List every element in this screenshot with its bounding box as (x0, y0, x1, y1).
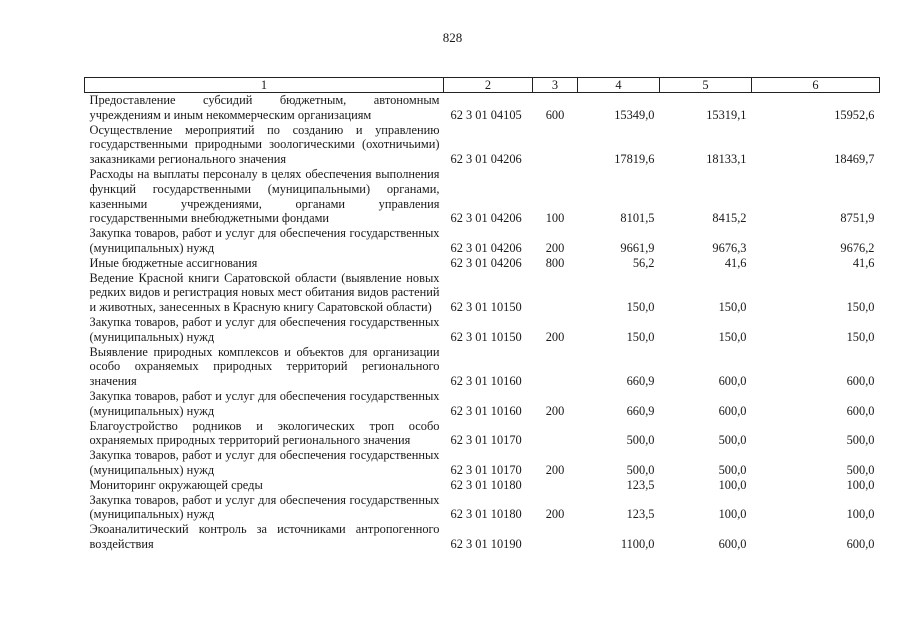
budget-table (84, 77, 880, 552)
row-value-col6: 8751,9 (840, 211, 875, 226)
table-row (85, 256, 880, 271)
row-name: Расходы на выплаты персоналу в целях обеспечения выполнения функций государственными (муниципальными) органами, казенными учреждениями, органами управления государственными внебюджетными фондами (89, 166, 440, 226)
table-row (85, 226, 880, 256)
row-target-code: 62 3 01 04206 (450, 152, 522, 167)
row-target-code: 62 3 01 10150 (450, 329, 522, 344)
row-expense-type: 800 (545, 255, 565, 270)
row-value-col5: 600,0 (718, 403, 747, 418)
row-name: Экоаналитический контроль за источниками антропогенного воздействия (89, 522, 440, 551)
column-header: 5 (660, 78, 752, 93)
row-expense-type: 200 (545, 403, 565, 418)
row-name: Мониторинг окружающей среды (89, 477, 263, 492)
row-name: Закупка товаров, работ и услуг для обеспечения государственных (муниципальных) нужд (89, 492, 440, 522)
row-value-col5: 150,0 (718, 300, 747, 315)
row-expense-type: 200 (545, 240, 565, 255)
row-expense-type (533, 123, 578, 167)
row-value-col6: 150,0 (846, 300, 875, 315)
table-row (85, 493, 880, 523)
row-value-col4: 15349,0 (614, 107, 655, 122)
column-header: 3 (533, 78, 578, 93)
row-value-col6: 600,0 (846, 536, 875, 551)
row-value-col5: 100,0 (718, 477, 747, 492)
column-header: 1 (85, 78, 444, 93)
table-row (85, 478, 880, 493)
row-value-col4: 56,2 (632, 255, 655, 270)
row-name: Закупка товаров, работ и услуг для обеспечения государственных (муниципальных) нужд (89, 448, 440, 477)
row-expense-type: 200 (545, 507, 565, 522)
table-row (85, 93, 880, 123)
table-header-row (85, 78, 880, 93)
row-expense-type: 200 (545, 329, 565, 344)
row-name: Закупка товаров, работ и услуг для обеспечения государственных (муниципальных) нужд (89, 314, 440, 344)
table-row (85, 123, 880, 167)
row-value-col6: 100,0 (846, 507, 875, 522)
table-row (85, 522, 880, 552)
column-header: 6 (752, 78, 880, 93)
row-target-code: 62 3 01 10160 (450, 403, 522, 418)
row-name: Выявление природных комплексов и объектов для организации особо охраняемых природных территорий регионального значения (89, 344, 440, 389)
row-expense-type: 600 (545, 107, 565, 122)
row-value-col5: 9676,3 (712, 240, 747, 255)
row-value-col4: 17819,6 (614, 152, 655, 167)
row-name: Закупка товаров, работ и услуг для обеспечения государственных (муниципальных) нужд (89, 388, 440, 418)
row-value-col5: 150,0 (718, 329, 747, 344)
row-name: Иные бюджетные ассигнования (89, 255, 258, 270)
row-value-col6: 18469,7 (834, 152, 875, 167)
row-target-code: 62 3 01 10150 (450, 300, 522, 315)
row-target-code: 62 3 01 10180 (450, 477, 522, 492)
row-value-col5: 500,0 (718, 433, 747, 448)
row-name: Благоустройство родников и экологических троп особо охраняемых природных территорий регионального значения (89, 418, 440, 448)
row-value-col4: 9661,9 (620, 240, 655, 255)
table-row (85, 345, 880, 389)
row-expense-type: 100 (545, 211, 565, 226)
row-target-code: 62 3 01 04206 (450, 255, 522, 270)
row-value-col5: 41,6 (724, 255, 747, 270)
row-name: Ведение Красной книги Саратовской области (выявление новых редких видов и регистрация новых мест обитания видов растений и животных, занесенных в Красную книгу Саратовской области) (89, 270, 440, 315)
row-target-code: 62 3 01 04105 (450, 107, 522, 122)
row-value-col6: 41,6 (852, 255, 875, 270)
row-name: Закупка товаров, работ и услуг для обеспечения государственных (муниципальных) нужд (89, 226, 440, 255)
table-row (85, 389, 880, 419)
row-value-col5: 600,0 (718, 536, 747, 551)
row-value-col5: 8415,2 (712, 211, 747, 226)
row-value-col5: 18133,1 (706, 152, 747, 167)
row-value-col4: 123,5 (626, 477, 655, 492)
row-value-col4: 8101,5 (620, 211, 655, 226)
row-value-col5: 600,0 (718, 374, 747, 389)
row-target-code: 62 3 01 10170 (450, 433, 522, 448)
row-value-col6: 500,0 (846, 462, 875, 477)
row-value-col6: 15952,6 (834, 107, 875, 122)
row-name: Предоставление субсидий бюджетным, автономным учреждениям и иным некоммерческим организациям (89, 93, 440, 122)
column-header: 2 (444, 78, 533, 93)
table-row (85, 448, 880, 478)
row-value-col4: 150,0 (626, 300, 655, 315)
row-value-col6: 150,0 (846, 329, 875, 344)
row-value-col4: 123,5 (626, 507, 655, 522)
row-value-col4: 1100,0 (620, 536, 655, 551)
row-expense-type (533, 271, 578, 315)
row-target-code: 62 3 01 10160 (450, 374, 522, 389)
row-value-col6: 100,0 (846, 477, 875, 492)
row-value-col4: 660,9 (626, 374, 655, 389)
row-value-col4: 150,0 (626, 329, 655, 344)
page-number: 828 (442, 30, 463, 45)
row-target-code: 62 3 01 10170 (450, 462, 522, 477)
row-value-col4: 500,0 (626, 433, 655, 448)
row-target-code: 62 3 01 04206 (450, 240, 522, 255)
table-row (85, 271, 880, 315)
row-value-col6: 600,0 (846, 403, 875, 418)
table-row (85, 167, 880, 226)
row-target-code: 62 3 01 10180 (450, 507, 522, 522)
row-target-code: 62 3 01 04206 (450, 211, 522, 226)
row-expense-type (533, 522, 578, 552)
row-value-col4: 660,9 (626, 403, 655, 418)
row-value-col6: 9676,2 (840, 240, 875, 255)
column-header: 4 (578, 78, 660, 93)
row-expense-type: 200 (545, 462, 565, 477)
row-value-col5: 500,0 (718, 462, 747, 477)
row-expense-type (533, 478, 578, 493)
row-value-col5: 100,0 (718, 507, 747, 522)
row-value-col6: 600,0 (846, 374, 875, 389)
row-target-code: 62 3 01 10190 (450, 536, 522, 551)
row-expense-type (533, 345, 578, 389)
table-row (85, 315, 880, 345)
row-value-col4: 500,0 (626, 462, 655, 477)
table-row (85, 419, 880, 449)
row-expense-type (533, 419, 578, 449)
row-name: Осуществление мероприятий по созданию и управлению государственными природными зоологическими (охотничьими) заказниками регионального значения (89, 122, 440, 167)
row-value-col6: 500,0 (846, 433, 875, 448)
row-value-col5: 15319,1 (706, 107, 747, 122)
